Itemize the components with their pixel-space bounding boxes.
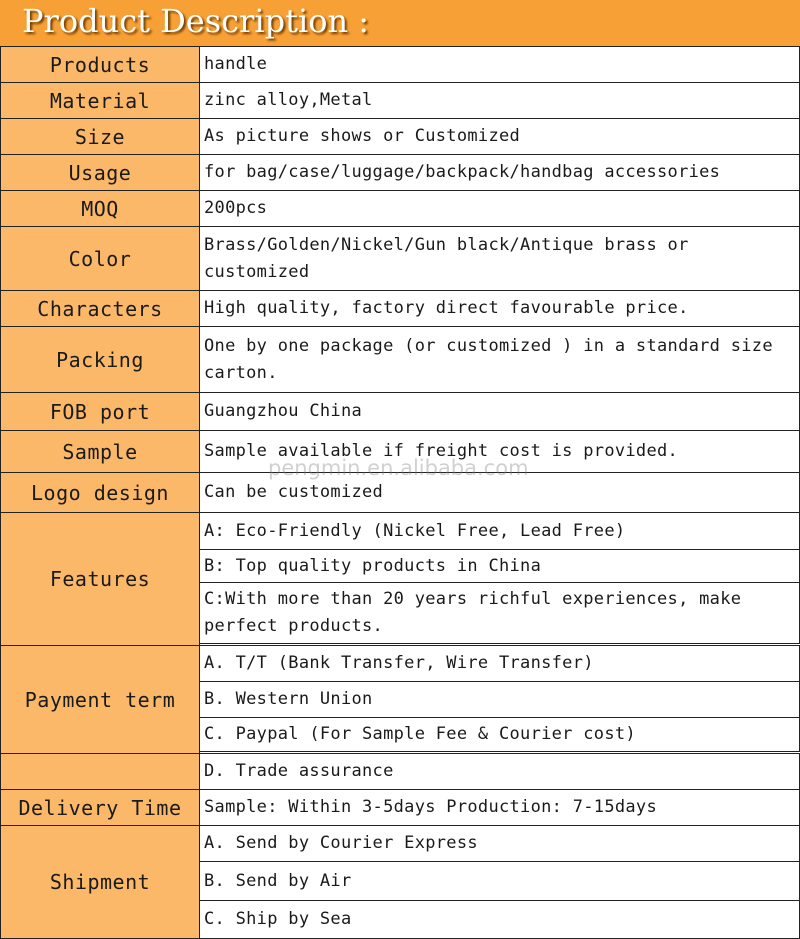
label-cell-packing	[0, 326, 200, 393]
value-cell-material	[199, 82, 800, 119]
row-label: Payment term	[24, 687, 176, 712]
label-cell-features	[0, 512, 200, 646]
row-label: Color	[68, 246, 132, 271]
label-cell-size	[0, 118, 200, 155]
row-value: Sample: Within 3-5days Production: 7-15days	[204, 797, 657, 817]
value-cell-features-1	[199, 512, 800, 550]
row-label: Sample	[62, 439, 138, 464]
row-label: Size	[74, 124, 126, 149]
label-cell-usage	[0, 154, 200, 191]
value-cell-blank	[199, 753, 800, 790]
row-value: 200pcs	[204, 198, 268, 218]
row-value: As picture shows or Customized	[204, 126, 521, 146]
row-label: FOB port	[49, 399, 151, 424]
row-value: A: Eco-Friendly (Nickel Free, Lead Free)	[204, 520, 626, 541]
value-cell-shipment-1	[199, 825, 800, 862]
value-cell-usage	[199, 154, 800, 191]
value-cell-shipment-2	[199, 861, 800, 901]
value-cell-features-3	[199, 582, 800, 644]
row-value: C. Paypal (For Sample Fee & Courier cost)	[204, 724, 636, 744]
header-bar	[0, 0, 800, 46]
row-value: Can be customized	[204, 482, 384, 502]
label-cell-moq	[0, 190, 200, 227]
label-cell-sample	[0, 430, 200, 473]
page-title: Product Description :	[22, 2, 370, 40]
row-label: Material	[49, 88, 151, 113]
value-cell-characters	[199, 290, 800, 327]
label-cell-material	[0, 82, 200, 119]
label-cell-characters	[0, 290, 200, 327]
row-value: B: Top quality products in China	[204, 555, 542, 576]
row-label: Products	[49, 52, 151, 77]
row-value: for bag/case/luggage/backpack/handbag accessories	[204, 162, 721, 182]
row-value: A. T/T (Bank Transfer, Wire Transfer)	[204, 653, 594, 673]
row-value: One by one package (or customized ) in a standard size carton.	[204, 335, 773, 383]
row-value: High quality, factory direct favourable price.	[204, 298, 689, 318]
label-cell-blank	[0, 753, 200, 790]
row-label: Logo design	[31, 480, 169, 505]
value-cell-moq	[199, 190, 800, 227]
label-cell-delivery-time	[0, 789, 200, 826]
label-cell-logo-design	[0, 472, 200, 513]
row-value: B. Send by Air	[204, 870, 352, 891]
row-value: C:With more than 20 years richful experiences, make perfect products.	[204, 589, 742, 636]
label-cell-fob-port	[0, 392, 200, 431]
row-label: Characters	[37, 296, 163, 321]
label-cell-shipment	[0, 825, 200, 939]
row-value: Guangzhou China	[204, 401, 363, 421]
row-value: D. Trade assurance	[204, 761, 394, 781]
value-cell-fob-port	[199, 392, 800, 431]
label-cell-color	[0, 226, 200, 291]
value-cell-delivery-time	[199, 789, 800, 826]
row-value: A. Send by Courier Express	[204, 833, 478, 853]
row-label: Features	[49, 567, 151, 591]
value-cell-size	[199, 118, 800, 155]
spec-table	[0, 46, 800, 939]
value-cell-products	[199, 46, 800, 83]
value-cell-color	[199, 226, 800, 291]
value-cell-packing	[199, 326, 800, 393]
row-value: handle	[204, 54, 268, 74]
watermark: pengmin.en.alibaba.com	[268, 456, 529, 480]
row-label: MOQ	[81, 196, 119, 221]
row-label: Usage	[68, 160, 132, 185]
row-label: Packing	[56, 347, 144, 372]
value-cell-payment-term-2	[199, 681, 800, 718]
row-value: zinc alloy,Metal	[204, 90, 373, 110]
value-cell-shipment-3	[199, 900, 800, 939]
row-label: Shipment	[49, 870, 151, 894]
value-cell-payment-term-1	[199, 645, 800, 682]
row-value: C. Ship by Sea	[204, 909, 352, 929]
label-cell-payment-term	[0, 645, 200, 754]
label-cell-products	[0, 46, 200, 83]
row-label: Delivery Time	[18, 795, 182, 820]
value-cell-features-2	[199, 549, 800, 583]
row-value: B. Western Union	[204, 689, 373, 709]
row-value: Brass/Golden/Nickel/Gun black/Antique brass or customized	[204, 234, 689, 282]
value-cell-payment-term-3	[199, 717, 800, 752]
row-value: Sample available if freight cost is provided.	[204, 441, 679, 461]
